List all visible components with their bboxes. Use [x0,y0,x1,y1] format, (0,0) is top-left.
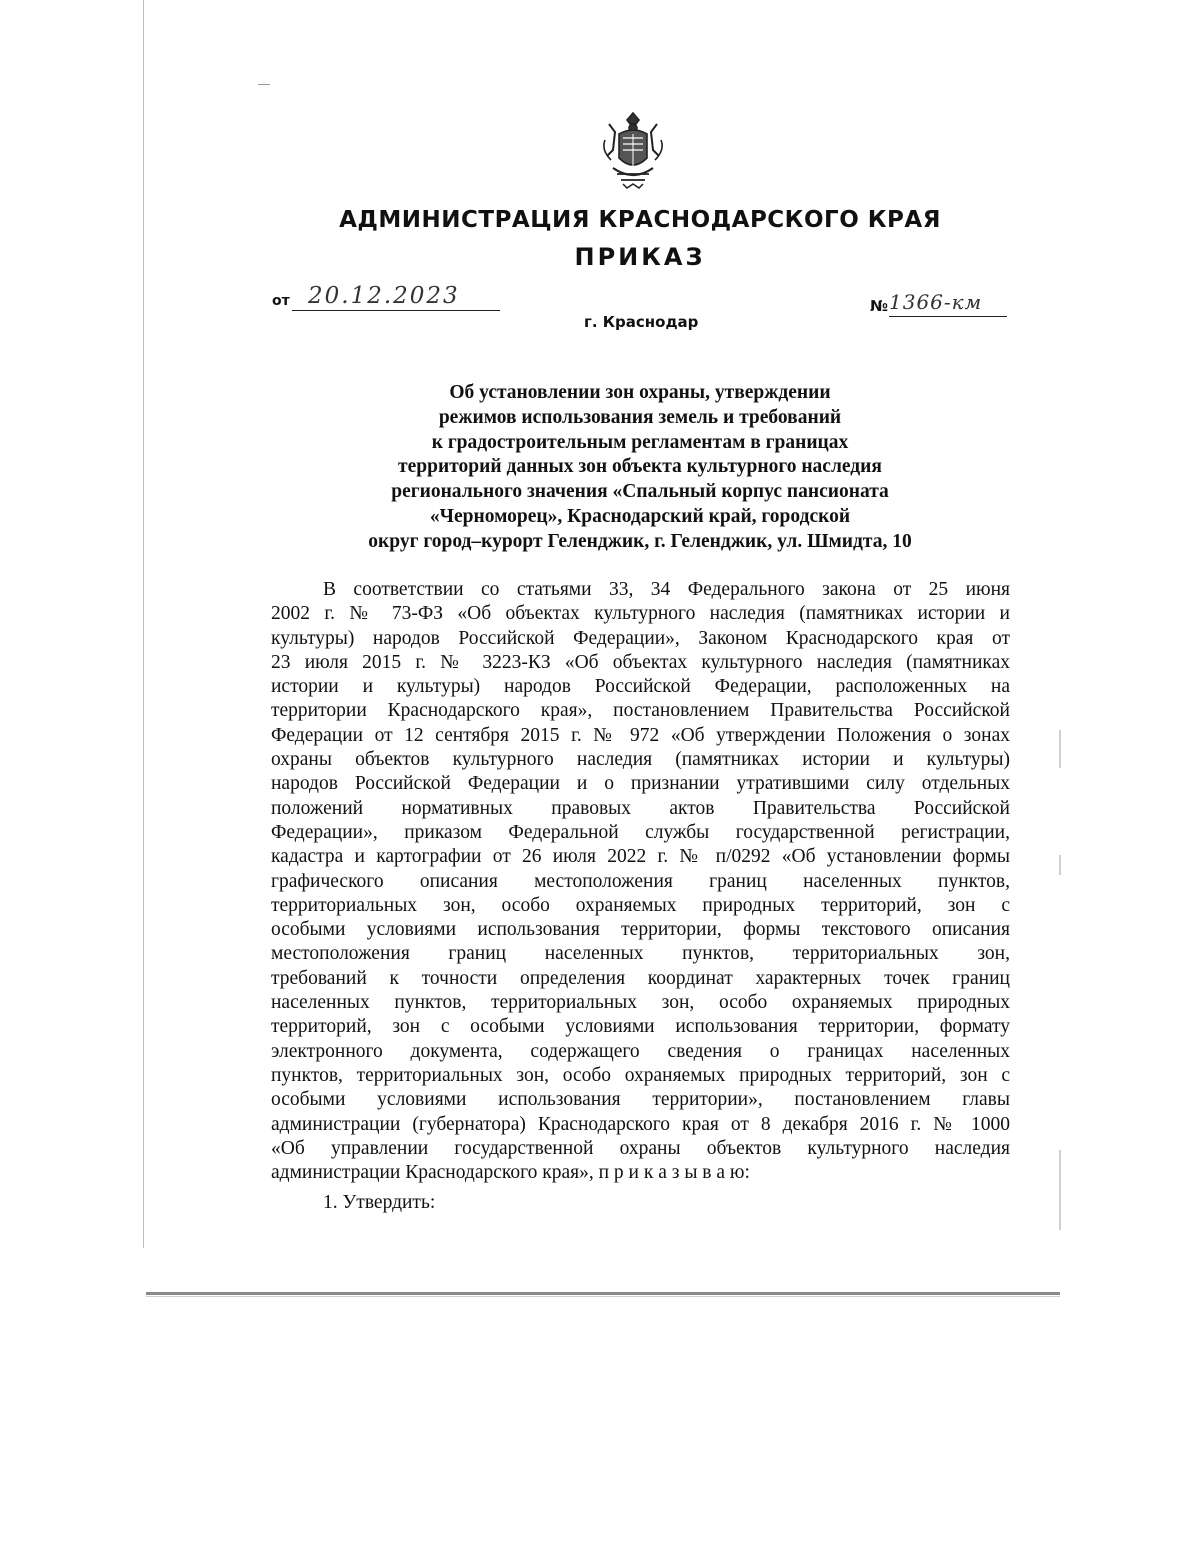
handwritten-number: 1366-км [889,288,1007,317]
document-type: ПРИКАЗ [574,243,706,271]
paragraph-line: культуры) народов Российской Федерации», Законом Краснодарского края от [271,627,1010,649]
paragraph-line: 2002 г. № 73-ФЗ «Об объектах культурного наследия (памятниках истории и [271,603,1010,625]
scan-mark [1059,730,1061,768]
number-label: № [870,297,889,315]
paragraph-line: пунктов, территориальных зон, особо охраняемых природных территорий, зон с [271,1064,1010,1086]
subject-line: территорий данных зон объекта культурного наследия [398,456,882,478]
city: г. Краснодар [584,313,699,331]
subject-line: Об установлении зон охраны, утверждении [449,382,831,403]
scan-mark [258,84,270,85]
paragraph-line: населенных пунктов, территориальных зон, особо охраняемых природных [271,992,1010,1014]
paragraph-line: администрации (губернатора) Краснодарского края от 8 декабря 2016 г. № 1000 [271,1113,1010,1135]
paragraph-line: электронного документа, содержащего сведения о границах населенных [271,1040,1010,1062]
subject-line: округ город–курорт Геленджик, г. Геленджик, ул. Шмидта, 10 [368,530,912,552]
scan-edge-left [143,0,144,1248]
scan-edge-bottom-shadow [146,1296,1060,1297]
paragraph-line: территориальных зон, особо охраняемых природных территорий, зон с [271,894,1010,916]
paragraph-line: 23 июля 2015 г. № 3223-КЗ «Об объектах культурного наследия (памятниках [271,651,1010,673]
paragraph-line: особыми условиями использования территории, формы текстового описания [271,919,1010,941]
paragraph-line: администрации Краснодарского края», п р и к а з ы в а ю: [271,1162,750,1184]
document-subject [300,381,980,555]
paragraph-line: кадастра и картографии от 26 июля 2022 г. № п/0292 «Об установлении формы [271,846,1010,868]
paragraph-line: народов Российской Федерации и о признании утратившими силу отдельных [271,773,1010,795]
preamble-paragraph [271,578,1010,1185]
scan-mark [1059,1150,1061,1230]
paragraph-line: графического описания местоположения границ населенных пунктов, [271,870,1010,892]
scan-mark [1059,855,1061,875]
paragraph-line: территорий, зон с особыми условиями использования территории, формату [271,1016,1010,1038]
subject-line: регионального значения «Спальный корпус пансионата [391,481,889,503]
paragraph-line: особыми условиями использования территории», постановлением главы [271,1089,1010,1111]
paragraph-line: Федерации», приказом Федеральной службы государственной регистрации, [271,821,1010,843]
coat-of-arms-icon [597,110,669,190]
clause-1: 1. Утвердить: [323,1192,436,1213]
paragraph-line: охраны объектов культурного наследия (памятниках истории и культуры) [271,749,1010,771]
paragraph-line: «Об управлении государственной охраны объектов культурного наследия [271,1137,1010,1159]
paragraph-line: положений нормативных правовых актов Правительства Российской [271,797,1010,819]
handwritten-date: 20.12.2023 [292,282,500,311]
paragraph-line: истории и культуры) народов Российской Федерации, расположенных на [271,676,1010,698]
paragraph-line: местоположения границ населенных пунктов, территориальных зон, [271,943,1010,965]
subject-line: режимов использования земель и требований [438,406,842,428]
scan-edge-bottom [146,1292,1060,1295]
paragraph-line: В соответствии со статьями 33, 34 Федерального закона от 25 июня [323,579,1010,600]
paragraph-line: Федерации от 12 сентября 2015 г. № 972 «Об утверждении Положения о зонах [271,724,1010,746]
paragraph-line: требований к точности определения координат характерных точек границ [271,967,1010,989]
subject-line: к градостроительным регламентам в границах [431,431,849,453]
paragraph-line: территории Краснодарского края», постановлением Правительства Российской [271,700,1010,722]
organization-title: АДМИНИСТРАЦИЯ КРАСНОДАРСКОГО КРАЯ [339,207,941,233]
date-label: от [272,293,290,309]
subject-line: «Черноморец», Краснодарский край, городской [429,505,851,527]
